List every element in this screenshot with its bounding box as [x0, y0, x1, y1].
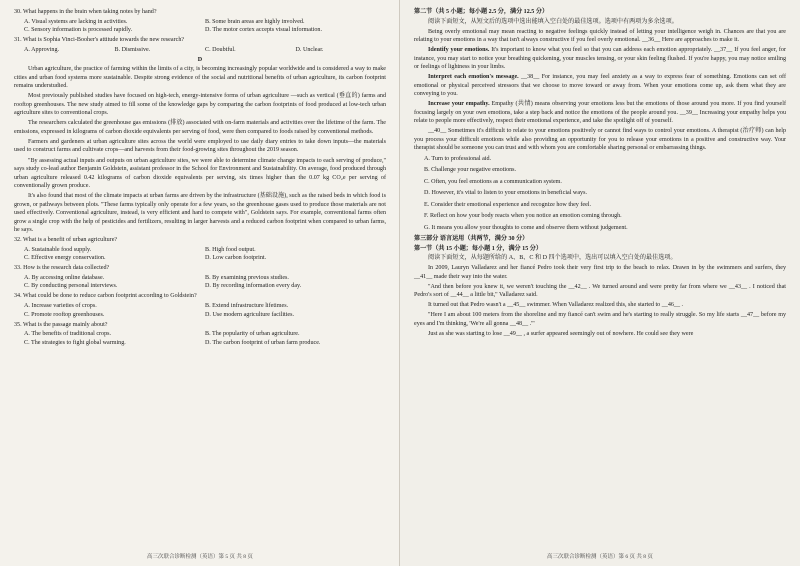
- option: B. Some brain areas are highly involved.: [205, 18, 305, 25]
- option: A. Turn to professional aid.: [424, 155, 492, 162]
- option: C. Doubtful.: [205, 46, 236, 53]
- passage-paragraph: Farmers and gardeners at urban agriculture sites across the world were employed to use daily diary entries to take down inputs—the materials used to construct farms and cultivate crops—and harvests from their food-growing sites throughout the 2019 season.: [14, 138, 386, 154]
- passage-paragraph: [414, 100, 786, 126]
- option: A. Approving.: [24, 46, 60, 53]
- answer-options: [414, 155, 786, 233]
- option: D. Unclear.: [295, 46, 324, 53]
- passage-paragraph: The researchers calculated the greenhouse gas emissions (排放) associated with on-farm materials and activities over the lifetime of the farm. The emissions, expressed in kilograms of carbon dioxide equivalents per serving of food, were then compared to foods raised by conventional methods.: [14, 120, 386, 135]
- option: B. High food output.: [205, 246, 256, 253]
- page-footer: 高三次联合诊断检测（英语）第 5 页 共 8 页: [147, 554, 253, 561]
- q32-options: [14, 246, 386, 263]
- option: A. Visual systems are lacking in activities.: [24, 18, 128, 25]
- option: B. Dismissive.: [114, 46, 151, 53]
- q31-stem: 31. What is Sophia Vinci-Booher's attitude towards the new research?: [14, 37, 185, 44]
- q34-stem: 34. What could be done to reduce carbon footprint according to Goldstein?: [14, 293, 197, 300]
- option: A. By accessing online database.: [24, 274, 105, 281]
- passage-label: D: [197, 56, 203, 63]
- q31-options: [14, 46, 386, 55]
- paragraph-heading: Increase your empathy.: [428, 101, 490, 108]
- part-title: 第三部分 语言运用（共两节，满分 30 分）: [414, 236, 529, 243]
- passage-paragraph: Urban agriculture, the practice of farming within the limits of a city, is becoming increasingly popular worldwide and is considered a way to make cities and urban food systems more sustainable. Despite strong evidence of the social and nutritional benefits of urban agriculture, its carbon footprint remains understudied.: [14, 66, 386, 90]
- q30-options: [14, 18, 386, 35]
- option: A. The benefits of traditional crops.: [24, 331, 112, 338]
- section-instruction: 阅读下面短文，从每题所给的 A、B、C 和 D 四个选项中，选出可以填入空白处的最佳选项。: [428, 255, 677, 262]
- passage-paragraph: __40__ Sometimes it's difficult to relate to your emotions positively or cannot find ways to control your emotions. A therapist (治疗师) can help you process your difficult emotions while also providing an opportunity for you to release your emotions in a positive and constructive way. Your therapist should be someone you can trust and with whom you are comfortable sharing personal or embarrassing things.: [414, 128, 786, 152]
- option: B. By examining previous studies.: [205, 274, 289, 281]
- passage-paragraph: Most previously published studies have focused on high-tech, energy-intensive forms of urban agriculture —such as vertical (垂直的) farms and rooftop greenhouses. The new study aimed to fill some of the knowledge gaps by comparing the carbon footprints of food produced at low-tech urban agriculture sites to conventional crops.: [14, 93, 386, 117]
- passage-paragraph: "And then before you knew it, we weren't touching the __42__ . We turned around and were pretty far from where we __43__ . I noticed that Pedro's sort of __44__ a little bit," Valladarez said.: [414, 283, 786, 299]
- q33-stem: 33. How is the research data collected?: [14, 265, 110, 272]
- paragraph-heading: Identify your emotions.: [428, 47, 490, 54]
- section-title: 第二节（共 5 小题；每小题 2.5 分，满分 12.5 分）: [414, 9, 549, 15]
- section-title: 第一节（共 15 小题；每小题 1 分，满分 15 分）: [414, 245, 542, 252]
- option: F. Reflect on how your body reacts when you notice an emotion coming through.: [424, 213, 622, 220]
- option: C. Often, you feel emotions as a communication system.: [424, 178, 562, 185]
- option: B. Extend infrastructure lifetimes.: [205, 303, 289, 309]
- q35-options: [14, 330, 386, 347]
- paragraph-body: __38__ For instance, you may feel anxiety as a way to express fear of something. Emotions can set off emotional or physical perceived stressors that we choose to move toward or away from. When your emotions come up, ask them what they are conveying to you.: [414, 74, 786, 98]
- q35-stem: 35. What is the passage mainly about?: [14, 321, 108, 328]
- option: A. Increase varieties of crops.: [24, 303, 97, 309]
- passage-paragraph: [414, 46, 786, 72]
- passage-paragraph: Being overly emotional may mean reacting to negative feelings quickly instead of letting your intelligence weigh in. Chances are that you are relating to your emotions in a way that isn't always constructive if you feel overly emotional. __36__ Here are approaches to make it.: [414, 28, 786, 44]
- page-footer: 高三次联合诊断检测（英语）第 6 页 共 8 页: [547, 554, 653, 561]
- option: C. The strategies to fight global warming.: [24, 339, 126, 346]
- option: D. Low carbon footprint.: [205, 255, 267, 262]
- option: D. Use modern agriculture facilities.: [205, 311, 295, 318]
- passage-paragraph: It turned out that Pedro wasn't a __45__ swimmer. When Valladarez realized this, she started to __46__ .: [428, 302, 684, 309]
- option: D. However, it's vital to listen to your emotions in beneficial ways.: [424, 190, 587, 197]
- option: C. Sensory information is processed rapidly.: [24, 27, 133, 34]
- option: D. By recording information every day.: [205, 283, 302, 290]
- right-page: [400, 0, 800, 566]
- option: C. Promote rooftop greenhouses.: [24, 311, 105, 318]
- option: C. By conducting personal interviews.: [24, 283, 118, 290]
- passage-paragraph: [414, 73, 786, 99]
- passage-paragraph: In 2009, Lauryn Valladarez and her fiancé Pedro took their very first trip to the beach to relax. Drawn in by the swimmers and surfers, they __41__ made their way into the water.: [414, 265, 786, 280]
- option: A. Sustainable food supply.: [24, 246, 92, 253]
- paragraph-heading: Interpret each emotion's message.: [428, 74, 519, 81]
- option: E. Consider their emotional experience and recognize how they feel.: [424, 201, 592, 208]
- q30-stem: 30. What happens in the brain when taking notes by hand?: [14, 9, 157, 15]
- option: B. The popularity of urban agriculture.: [205, 331, 300, 338]
- paragraph-body: Empathy (共情) means observing your emotions less but the emotions of those around you more. If you find yourself focusing largely on your own emotions, take a step back and notice the emotions of the people around you. __39__ Increasing your empathy helps you relate to people more effectively, respect their emotional experience, and take the spotlight off of yourself.: [414, 101, 786, 125]
- option: D. The carbon footprint of urban farm produce.: [205, 339, 321, 346]
- section-instruction: 阅读下面短文，从短文后的选项中选出能填入空白处的最佳选项。选项中有两项为多余选项。: [428, 18, 678, 25]
- q33-options: [14, 274, 386, 291]
- option: D. The motor cortex accepts visual information.: [205, 27, 322, 34]
- paragraph-body: It's important to know what you feel so that you can address each emotion appropriately. __37__ If you feel anger, for instance, you may start to notice your breathing quickening, your muscles tensing, or your skin feeling flushed. If you're happy, you may notice smiling or feelings of lightness in your limbs.: [414, 47, 786, 71]
- passage-paragraph: It's also found that most of the climate impacts at urban farms are driven by the infrastructure (基础设施), such as the raised beds in which food is grown, or pathways between plots. "These farms typically only operate for a few years, so the greenhouse gases used to produce those materials are not used effectively. Conventional agriculture, instead, is very efficient and hard to compete with", Goldstein says. For example, conventional farms often grow a single crop with the help of pesticides and fertilizers, resulting in larger harvests and a reduced carbon footprint when compared to urban farms, he says.: [14, 193, 386, 234]
- option: G. It means you allow your thoughts to come and observe them without judgement.: [424, 224, 628, 231]
- q32-stem: 32. What is a benefit of urban agriculture?: [14, 237, 118, 244]
- passage-paragraph: Just as she was starting to lose __49__ , a surfer appeared seemingly out of nowhere. He could see they were: [428, 331, 694, 338]
- passage-paragraph: "By assessing actual inputs and outputs on urban agriculture sites, we were able to determine climate change impacts to each serving of produce," says study co-lead author Benjamin Goldstein, assistant professor in the School for Environment and Sustainability. On average, food produced through urban agriculture released 0.42 kilograms of carbon dioxide equivalents per serving, six times higher than the 0.07 kg CO₂e per serving of conventionally grown produce.: [14, 157, 386, 190]
- option: B. Challenge your negative emotions.: [424, 167, 517, 174]
- q34-options: [14, 302, 386, 319]
- option: C. Effective energy conservation.: [24, 255, 106, 262]
- passage-paragraph: "Here I am about 100 meters from the shoreline and my fiancé can't swim and he's starting to really struggle. So my life starts __47__ before my eyes and I'm thinking, 'We're all gonna __48__ .'": [414, 312, 786, 327]
